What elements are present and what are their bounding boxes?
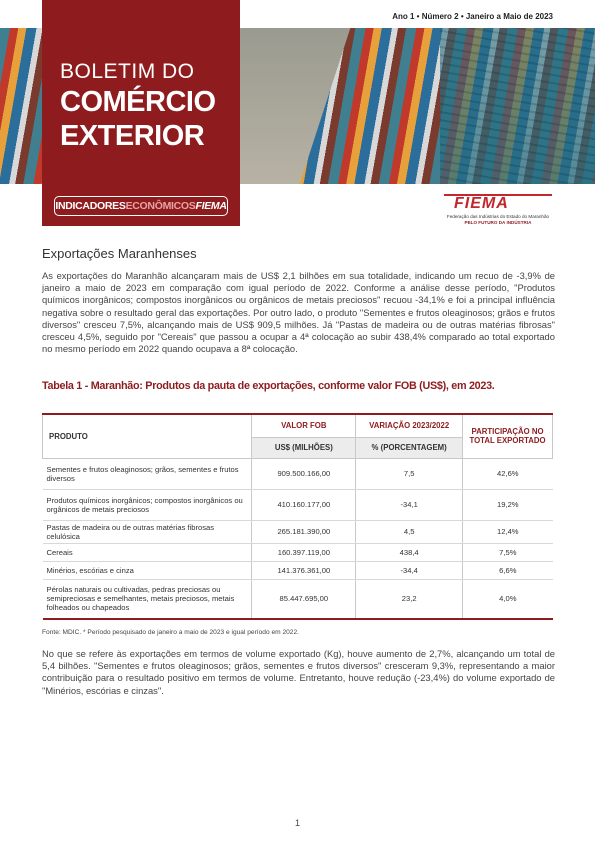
cell-participacao: 19,2% (463, 489, 553, 520)
table-row (43, 561, 553, 579)
paragraph-exports: As exportações do Maranhão alcançaram mais de US$ 2,1 bilhões em sua totalidade, indicando um recuo de -3,9% de janeiro a maio de 2023 em comparação com igual período de 2022. Conforme a análise desse período, "Produtos químicos inorgânicos; compostos inorgânicos ou orgânicos de metais preciosos" recuou -34,1% e foi a principal influência negativa sobre o resultado geral das exportações. Por outro lado, o produto "Sementes e frutos oleaginosos; grãos e frutos diversos" cresceu 7,5%, alcançando mais de US$ 909,5 milhões. Já "Pastas de madeira ou de outras matérias fibrosas" cresceu 4,5%, seguido por "Cereais" que passou a ocupar a 4ª colocação ao subir 438,4% comparado ao total exportado no mesmo período em 2022 quando ocupava a 8ª colocação. (42, 270, 555, 355)
title-line-3: EXTERIOR (60, 120, 205, 152)
cell-variacao: 438,4 (356, 543, 463, 561)
cell-valor: 909.500.166,00 (252, 458, 356, 489)
cell-valor: 141.376.361,00 (252, 561, 356, 579)
cell-participacao: 7,5% (463, 543, 553, 561)
cell-produto: Cereais (43, 543, 252, 561)
indicators-badge (54, 196, 228, 216)
logo-subtitle: Federação das Indústrias do Estado do Maranhão (446, 214, 550, 219)
cell-produto: Pastas de madeira ou de outras matérias fibrosas celulósica (43, 520, 252, 543)
cell-valor: 265.181.390,00 (252, 520, 356, 543)
logo-name: FIEMA (454, 195, 509, 212)
col-header-valor-fob: VALOR FOB (252, 414, 356, 437)
cell-valor: 160.397.119,00 (252, 543, 356, 561)
fiema-logo (440, 194, 556, 230)
title-line-2: COMÉRCIO (60, 86, 216, 118)
logo-tagline: PELO FUTURO DA INDÚSTRIA (464, 220, 532, 225)
paragraph-volume: No que se refere às exportações em termos de volume exportado (Kg), houve aumento de 2,7%, alcançando um total de 5,4 bilhões. "Sementes e frutos oleaginosos; grãos, sementes e frutos diversos" cresceram 9,3%, representando a maior contribuição para o resultado positivo em termos de volume. Entretanto, houve redução (-23,4%) do volume exportado de "Minérios, escórias e cinzas". (42, 648, 555, 696)
table-row (43, 520, 553, 543)
col-header-participacao: PARTICIPAÇÃO NO TOTAL EXPORTADO (463, 414, 553, 458)
cell-variacao: 7,5 (356, 458, 463, 489)
cell-participacao: 6,6% (463, 561, 553, 579)
indicator-word-2: ECONÔMICOS (125, 200, 196, 212)
cell-variacao: 23,2 (356, 579, 463, 619)
table-row (43, 543, 553, 561)
cell-valor: 410.160.177,00 (252, 489, 356, 520)
cell-produto: Sementes e frutos oleaginosos; grãos, sementes e frutos diversos (43, 458, 252, 489)
col-subheader-valor: US$ (MILHÕES) (252, 437, 356, 458)
cell-variacao: 4,5 (356, 520, 463, 543)
section-title: Exportações Maranhenses (42, 246, 197, 261)
cell-participacao: 42,6% (463, 458, 553, 489)
edition-info: Ano 1 • Número 2 • Janeiro a Maio de 2023 (392, 12, 553, 21)
cell-variacao: -34,4 (356, 561, 463, 579)
table-source: Fonte: MDIC. * Período pesquisado de janeiro a maio de 2023 e igual período em 2022. (42, 629, 299, 636)
exports-table (42, 413, 553, 620)
col-header-produto: PRODUTO (43, 414, 252, 458)
col-header-variacao: VARIAÇÃO 2023/2022 (356, 414, 463, 437)
indicator-word-1: INDICADORES (55, 200, 126, 212)
cell-produto: Produtos químicos inorgânicos; compostos inorgânicos ou orgânicos de metais preciosos (43, 489, 252, 520)
cell-variacao: -34,1 (356, 489, 463, 520)
table-title: Tabela 1 - Maranhão: Produtos da pauta de exportações, conforme valor FOB (US$), em 2023. (42, 380, 495, 392)
title-line-1: BOLETIM DO (60, 60, 195, 83)
cell-participacao: 12,4% (463, 520, 553, 543)
page-number: 1 (294, 818, 300, 828)
col-subheader-variacao: % (PORCENTAGEM) (356, 437, 463, 458)
table-row (43, 458, 553, 489)
cell-produto: Minérios, escórias e cinza (43, 561, 252, 579)
indicator-word-3: FIEMA (195, 200, 227, 212)
cell-valor: 85.447.695,00 (252, 579, 356, 619)
table-row (43, 579, 553, 619)
cell-participacao: 4,0% (463, 579, 553, 619)
cell-produto: Pérolas naturais ou cultivadas, pedras preciosas ou semipreciosas e semelhantes, metais preciosos, metais folheados ou chapeados (43, 579, 252, 619)
table-row (43, 489, 553, 520)
